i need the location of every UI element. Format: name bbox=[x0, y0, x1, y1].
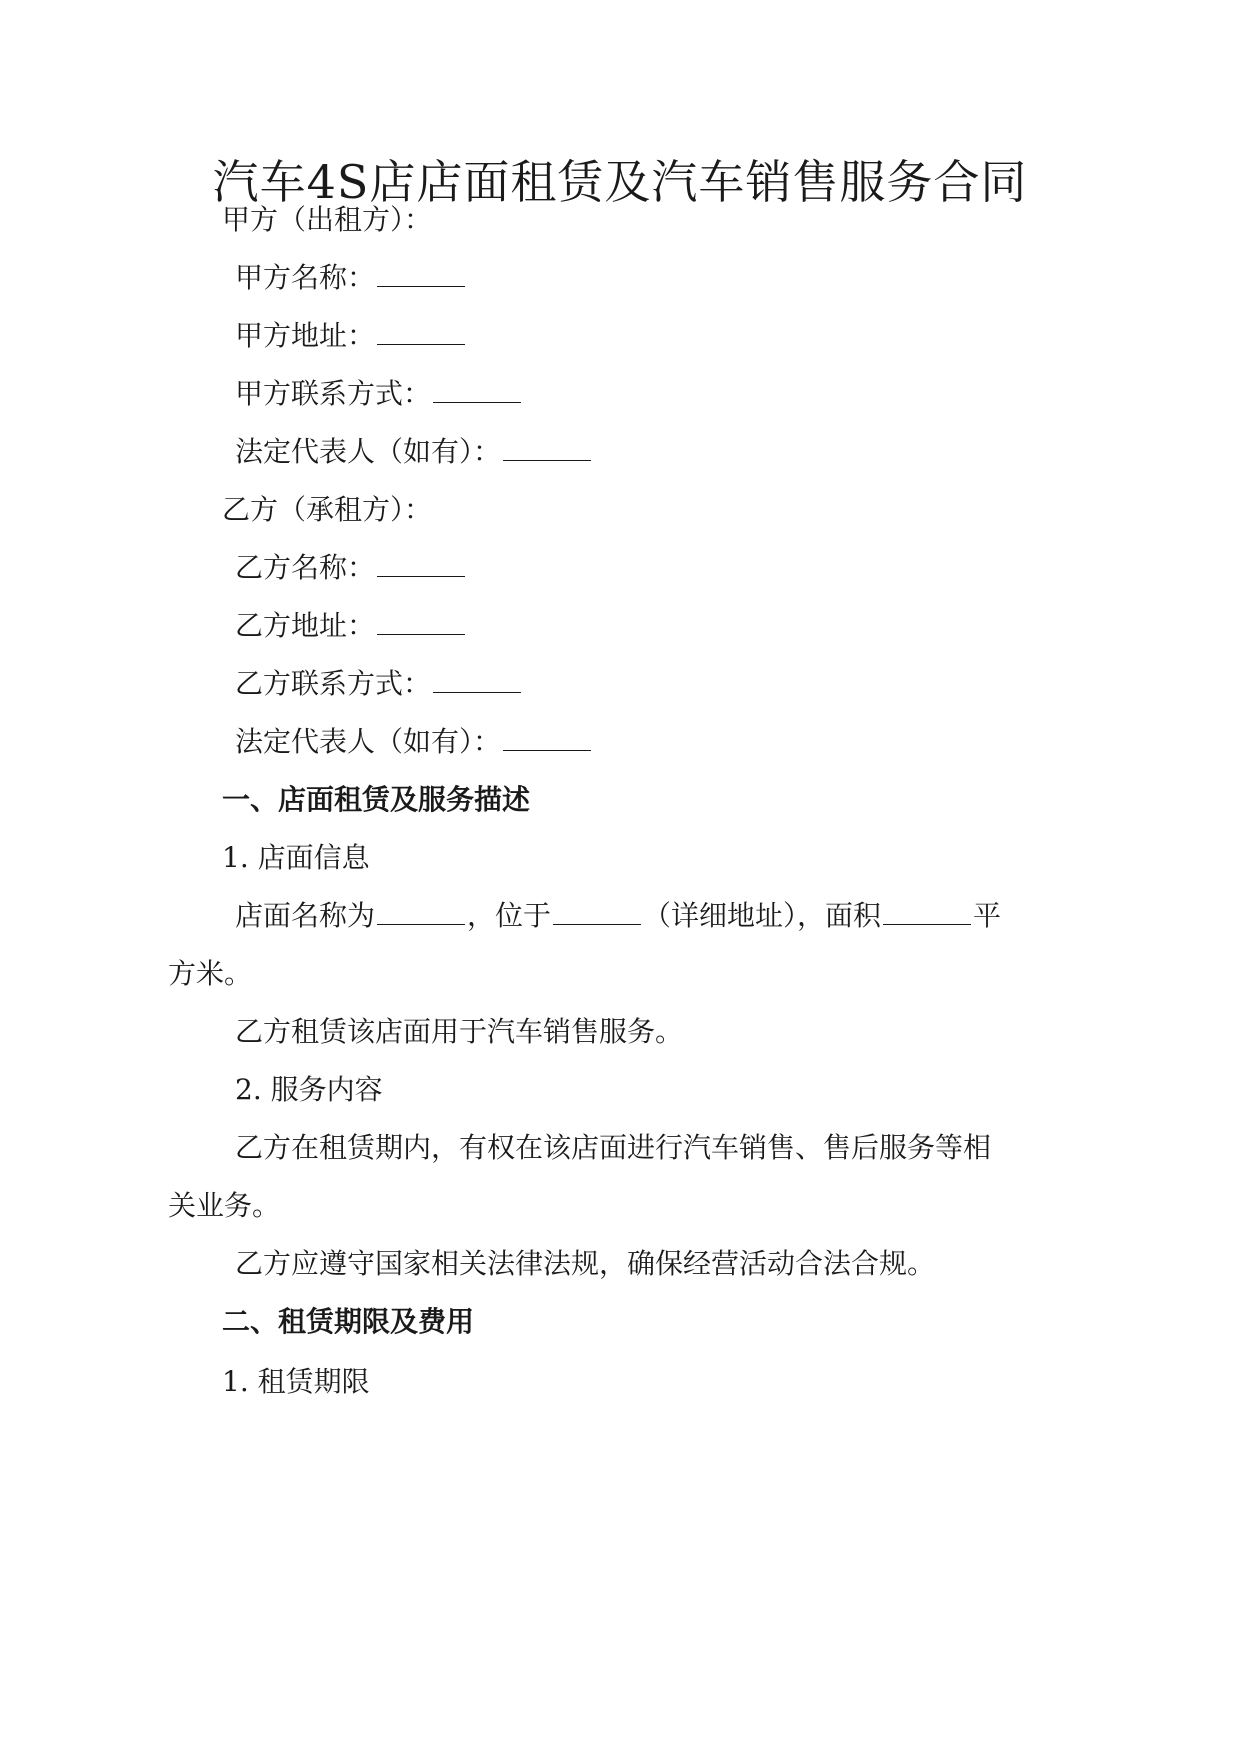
party-a-address-label: 甲方地址： bbox=[235, 319, 376, 352]
store-area-blank bbox=[883, 898, 971, 925]
party-a-rep-row bbox=[235, 432, 593, 472]
party-a-name-blank bbox=[377, 260, 465, 287]
store-location-text: ，位于 bbox=[467, 899, 552, 932]
party-b-contact-blank bbox=[433, 666, 521, 693]
store-area-text: （详细地址），面积 bbox=[643, 899, 882, 932]
party-a-rep-blank bbox=[503, 434, 591, 461]
party-b-rep-blank bbox=[503, 724, 591, 751]
section-1-item-2-title: 2. 服务内容 bbox=[235, 1073, 383, 1106]
service-content-line-2: 关业务。 bbox=[168, 1189, 281, 1222]
party-a-address-blank bbox=[377, 318, 465, 345]
party-b-address-label: 乙方地址： bbox=[235, 609, 376, 642]
section-1-item-1-title: 1. 店面信息 bbox=[222, 841, 370, 874]
party-b-address-blank bbox=[377, 608, 465, 635]
store-name-text: 店面名称为 bbox=[235, 899, 376, 932]
service-content-line-1: 乙方在租赁期内，有权在该店面进行汽车销售、售后服务等相 bbox=[235, 1131, 992, 1164]
party-b-name-blank bbox=[377, 550, 465, 577]
party-a-address-row bbox=[235, 316, 467, 356]
party-b-contact-row bbox=[235, 664, 523, 704]
service-compliance-text: 乙方应遵守国家相关法律法规，确保经营活动合法合规。 bbox=[235, 1247, 936, 1280]
section-2-heading: 二、租赁期限及费用 bbox=[222, 1305, 475, 1338]
party-b-rep-row bbox=[235, 722, 593, 762]
party-b-name-label: 乙方名称： bbox=[235, 551, 376, 584]
party-a-name-row bbox=[235, 258, 467, 298]
party-a-contact-row bbox=[235, 374, 523, 414]
section-2-item-1-title: 1. 租赁期限 bbox=[222, 1365, 370, 1398]
party-a-heading: 甲方（出租方）： bbox=[222, 203, 433, 236]
store-location-blank bbox=[553, 898, 641, 925]
party-b-rep-label: 法定代表人（如有）： bbox=[235, 725, 502, 758]
store-area-unit-b: 方米。 bbox=[168, 957, 253, 990]
party-a-contact-blank bbox=[433, 376, 521, 403]
store-name-blank bbox=[377, 898, 465, 925]
store-info-paragraph bbox=[235, 896, 1001, 936]
store-area-unit-a: 平 bbox=[973, 899, 1002, 932]
party-b-name-row bbox=[235, 548, 467, 588]
document-title: 汽车4S店店面租赁及汽车销售服务合同 bbox=[212, 155, 1028, 209]
party-b-heading: 乙方（承租方）： bbox=[222, 493, 433, 526]
section-1-heading: 一、店面租赁及服务描述 bbox=[222, 783, 531, 816]
party-b-contact-label: 乙方联系方式： bbox=[235, 667, 432, 700]
party-b-address-row bbox=[235, 606, 467, 646]
party-a-contact-label: 甲方联系方式： bbox=[235, 377, 432, 410]
party-a-name-label: 甲方名称： bbox=[235, 261, 376, 294]
party-a-rep-label: 法定代表人（如有）： bbox=[235, 435, 502, 468]
store-usage-text: 乙方租赁该店面用于汽车销售服务。 bbox=[235, 1015, 684, 1048]
